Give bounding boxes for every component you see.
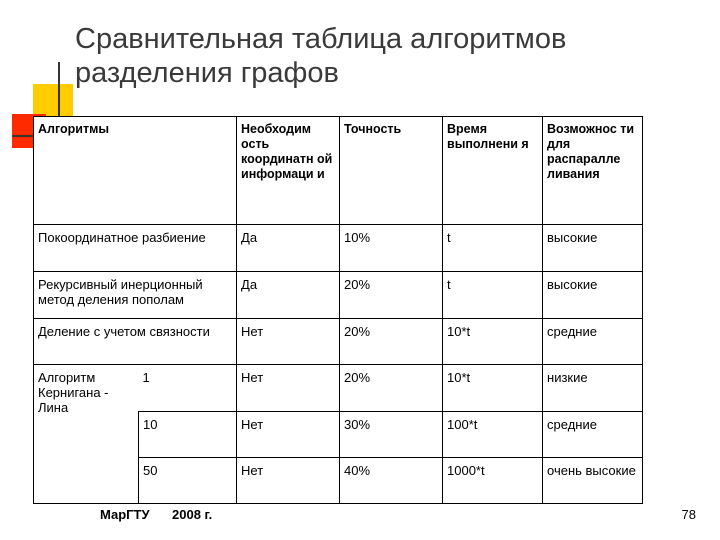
cell-time: t — [443, 272, 543, 319]
cell-coords: Нет — [237, 412, 340, 458]
cell-coords: Нет — [237, 365, 340, 412]
cell-coords: Да — [237, 225, 340, 272]
page-number: 78 — [681, 507, 696, 522]
cell-kl-algorithm-name: Алгоритм Кернигана - Лина — [34, 365, 139, 504]
cell-kl-param: 50 — [139, 458, 237, 504]
cell-parallel: средние — [543, 319, 643, 365]
cell-parallel: высокие — [543, 225, 643, 272]
cell-parallel: средние — [543, 412, 643, 458]
cell-kl-param: 1 — [139, 365, 237, 412]
cell-algorithm-name: Деление с учетом связности — [34, 319, 237, 365]
table-row — [34, 225, 643, 272]
cell-coords: Нет — [237, 319, 340, 365]
table-row — [34, 319, 643, 365]
cell-accuracy: 10% — [340, 225, 443, 272]
slide-title — [75, 22, 695, 90]
cell-time: 1000*t — [443, 458, 543, 504]
slide-title-line-2: разделения графов — [75, 57, 339, 89]
cell-coords: Нет — [237, 458, 340, 504]
cell-algorithm-name: Покоординатное разбиение — [34, 225, 237, 272]
header-coords-needed: Необходим ость координатн ой информаци и — [237, 117, 340, 225]
cell-accuracy: 20% — [340, 319, 443, 365]
cell-accuracy: 30% — [340, 412, 443, 458]
cell-kl-param: 10 — [139, 412, 237, 458]
cell-coords: Да — [237, 272, 340, 319]
footer-year: 2008 г. — [172, 507, 213, 522]
header-exec-time: Время выполнени я — [443, 117, 543, 225]
cell-parallel: низкие — [543, 365, 643, 412]
header-algorithms: Алгоритмы — [34, 117, 237, 225]
cell-parallel: очень высокие — [543, 458, 643, 504]
comparison-table — [33, 116, 643, 504]
cell-time: t — [443, 225, 543, 272]
footer-organization: МарГТУ — [100, 507, 150, 522]
cell-accuracy: 40% — [340, 458, 443, 504]
cell-time: 100*t — [443, 412, 543, 458]
table-header-row — [34, 117, 643, 225]
cell-algorithm-name: Рекурсивный инерционный метод деления пополам — [34, 272, 237, 319]
header-parallelization: Возможнос ти для распаралле ливания — [543, 117, 643, 225]
slide-title-line-1: Сравнительная таблица алгоритмов — [75, 23, 567, 55]
cell-accuracy: 20% — [340, 272, 443, 319]
cell-parallel: высокие — [543, 272, 643, 319]
cell-accuracy: 20% — [340, 365, 443, 412]
table-row — [34, 365, 643, 412]
table-row — [34, 272, 643, 319]
cell-time: 10*t — [443, 319, 543, 365]
header-accuracy: Точность — [340, 117, 443, 225]
cell-time: 10*t — [443, 365, 543, 412]
